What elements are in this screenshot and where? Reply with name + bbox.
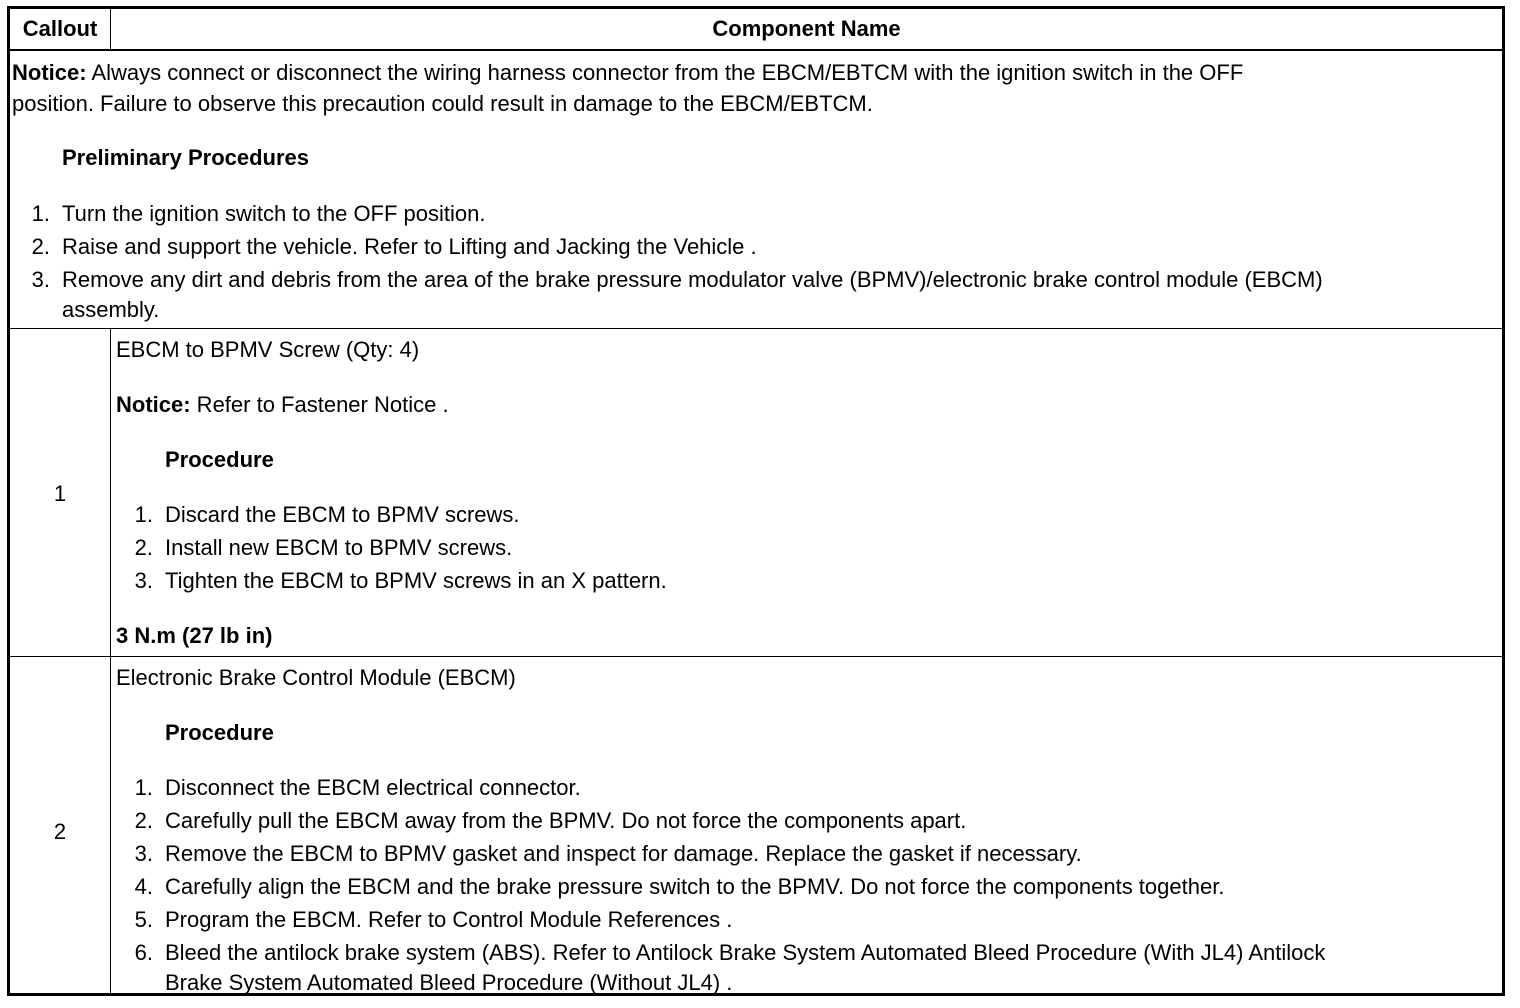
callout-cell [10, 657, 111, 993]
step-number: 4. [134, 874, 153, 899]
step-text: Carefully pull the EBCM away from the BPMV. Do not force the components apart. [165, 808, 967, 833]
notice-text: Always connect or disconnect the wiring harness connector from the EBCM/EBTCM with the ignition switch in the OFF [86, 60, 1244, 85]
component-name-column-header: Component Name [712, 16, 901, 41]
procedure-heading: Procedure [165, 447, 274, 472]
step-text: Remove the EBCM to BPMV gasket and inspect for damage. Replace the gasket if necessary. [165, 841, 1082, 866]
callout-column-header: Callout [10, 9, 111, 49]
component-notice [116, 390, 449, 420]
step-number: 3. [31, 267, 50, 292]
table-header [10, 9, 1502, 51]
step-text: Program the EBCM. Refer to Control Module References . [165, 907, 733, 932]
step-text-continued: Brake System Automated Bleed Procedure (Without JL4) . [165, 970, 733, 995]
step-number: 3. [134, 841, 153, 866]
step-text: Install new EBCM to BPMV screws. [165, 535, 513, 560]
notice-label: Notice: [116, 392, 191, 417]
step-text: Bleed the antilock brake system (ABS). Refer to Antilock Brake System Automated Bleed Procedure (With JL4) Antilock [165, 940, 1326, 965]
table-row [10, 657, 1502, 993]
table-row [10, 329, 1502, 657]
preliminary-row [10, 51, 1502, 329]
step-number: 3. [134, 568, 153, 593]
step-text: Remove any dirt and debris from the area of the brake pressure modulator valve (BPMV)/electronic brake control module (EBCM) [62, 267, 1323, 292]
preliminary-notice [12, 58, 1243, 88]
callout-number: 2 [53, 819, 67, 844]
component-title: EBCM to BPMV Screw (Qty: 4) [116, 337, 420, 362]
torque-spec: 3 N.m (27 lb in) [116, 623, 273, 648]
step-text: Tighten the EBCM to BPMV screws in an X pattern. [165, 568, 667, 593]
component-title: Electronic Brake Control Module (EBCM) [116, 665, 516, 690]
step-text-continued: assembly. [62, 297, 160, 322]
notice-text: Refer to Fastener Notice . [190, 392, 449, 417]
step-number: 1. [134, 775, 153, 800]
preliminary-heading: Preliminary Procedures [62, 145, 310, 170]
step-text: Discard the EBCM to BPMV screws. [165, 502, 520, 527]
component-table [7, 6, 1505, 996]
callout-number: 1 [53, 481, 67, 506]
component-cell [111, 657, 1502, 993]
notice-label: Notice: [12, 60, 87, 85]
step-text: Disconnect the EBCM electrical connector. [165, 775, 581, 800]
step-text: Carefully align the EBCM and the brake pressure switch to the BPMV. Do not force the components together. [165, 874, 1225, 899]
step-text: Raise and support the vehicle. Refer to Lifting and Jacking the Vehicle . [62, 234, 757, 259]
component-cell [111, 329, 1502, 656]
preliminary-notice-continued: position. Failure to observe this precaution could result in damage to the EBCM/EBTCM. [12, 91, 873, 116]
procedure-heading: Procedure [165, 720, 274, 745]
callout-cell [10, 329, 111, 656]
step-number: 6. [134, 940, 153, 965]
step-text: Turn the ignition switch to the OFF position. [62, 201, 486, 226]
step-number: 5. [134, 907, 153, 932]
step-number: 2. [31, 234, 50, 259]
step-number: 1. [134, 502, 153, 527]
step-number: 1. [31, 201, 50, 226]
step-number: 2. [134, 535, 153, 560]
step-number: 2. [134, 808, 153, 833]
